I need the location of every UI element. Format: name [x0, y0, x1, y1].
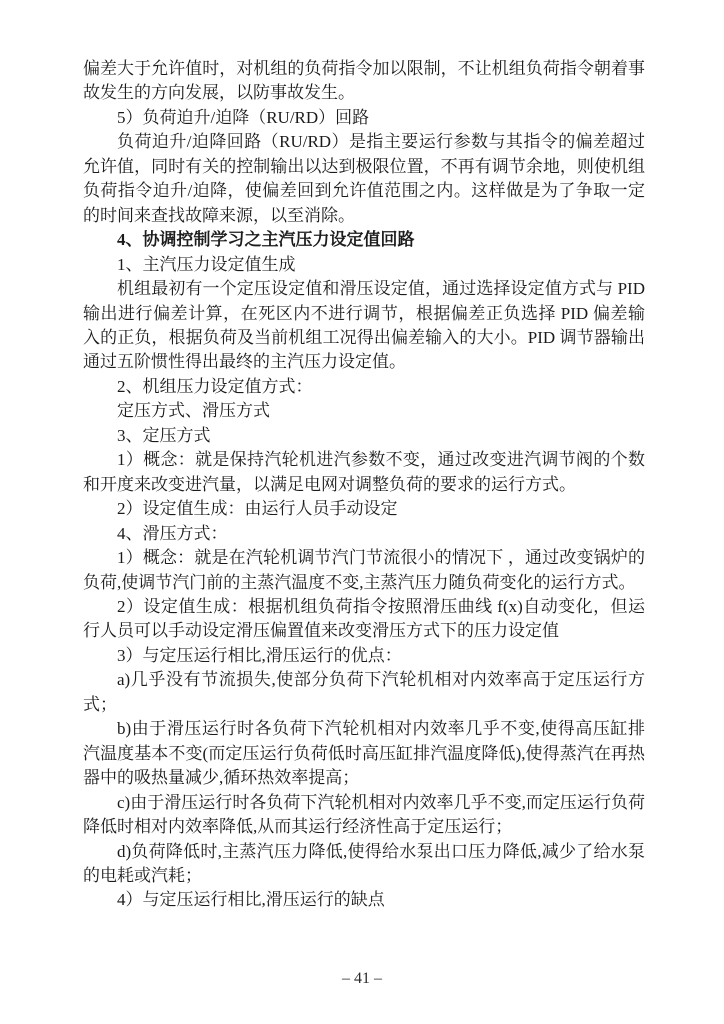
paragraph: 定压方式、滑压方式: [117, 401, 270, 421]
list-item-heading: 2、机组压力设定值方式：: [117, 376, 313, 396]
page-footer: [0, 968, 724, 990]
list-item: d)负荷降低时,主蒸汽压力降低,使得给水泵出口压力降低,减少了给水泵的电耗或汽耗；: [83, 841, 645, 885]
section-heading: 4、协调控制学习之主汽压力设定值回路: [117, 230, 415, 250]
page-number: – 41 –: [342, 970, 382, 987]
list-item-heading: 3、定压方式: [117, 425, 211, 445]
list-item: a)几乎没有节流损失,使部分负荷下汽轮机相对内效率高于定压运行方式；: [83, 670, 645, 714]
paragraph: 1）概念：就是在汽轮机调节汽门节流很小的情况下 ，通过改变锅炉的负荷,使调节汽门前的主蒸汽温度不变,主蒸汽压力随负荷变化的运行方式。: [83, 548, 645, 592]
list-item-heading: 1、主汽压力设定值生成: [117, 254, 296, 274]
list-item-heading: 3）与定压运行相比,滑压运行的优点：: [117, 645, 402, 665]
document-body: [83, 57, 645, 913]
paragraph: 负荷迫升/迫降回路（RU/RD）是指主要运行参数与其指令的偏差超过允许值，同时有关的控制输出以达到极限位置，不再有调节余地，则使机组负荷指令迫升/迫降，使偏差回到允许值范围之内。这样做是为了争取一定的时间来查找故障来源，以至消除。: [83, 132, 645, 225]
list-item-heading: 4、滑压方式：: [117, 523, 228, 543]
paragraph: 2）设定值生成：由运行人员手动设定: [117, 499, 398, 519]
list-item: c)由于滑压运行时各负荷下汽轮机相对内效率几乎不变,而定压运行负荷降低时相对内效率降低,从而其运行经济性高于定压运行；: [83, 792, 645, 837]
list-item-heading: 4）与定压运行相比,滑压运行的缺点: [117, 890, 385, 910]
paragraph: 2）设定值生成：根据机组负荷指令按照滑压曲线 f(x)自动变化，但运行人员可以手动设定滑压偏置值来改变滑压方式下的压力设定值: [83, 596, 645, 641]
list-item: b)由于滑压运行时各负荷下汽轮机相对内效率几乎不变,使得高压缸排汽温度基本不变(而定压运行负荷低时高压缸排汽温度降低),使得蒸汽在再热器中的吸热量减少,循环热效率提高；: [83, 719, 645, 788]
paragraph-continuation: 偏差大于允许值时，对机组的负荷指令加以限制，不让机组负荷指令朝着事故发生的方向发展，以防事故发生。: [83, 59, 645, 103]
paragraph: 1）概念：就是保持汽轮机进汽参数不变，通过改变进汽调节阀的个数和开度来改变进汽量，以满足电网对调整负荷的要求的运行方式。: [83, 450, 645, 494]
list-item-heading: 5）负荷迫升/迫降（RU/RD）回路: [117, 107, 370, 127]
paragraph: 机组最初有一个定压设定值和滑压设定值，通过选择设定值方式与 PID 输出进行偏差计算，在死区内不进行调节，根据偏差正负选择 PID 偏差输入的正负，根据负荷及当前机组工况得出偏差输入的大小。PID 调节器输出通过五阶惯性得出最终的主汽压力设定值。: [83, 279, 645, 372]
